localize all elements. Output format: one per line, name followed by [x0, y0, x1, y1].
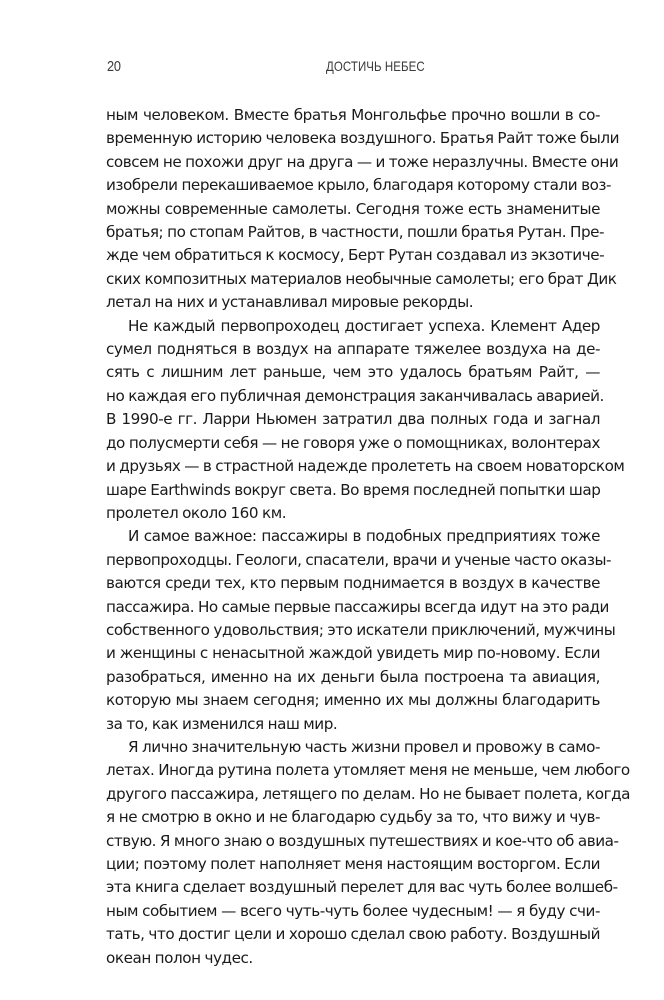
- text-line: ным человеком. Вместе братья Монгольфье прочно вошли в со-: [106, 106, 600, 124]
- text-line: океан полон чудес.: [106, 948, 253, 967]
- text-line: эта книга сделает воздушный перелет для вас чуть более волшеб-: [106, 878, 618, 897]
- text-line: собственного удовольствия; это искатели приключений, мужчины: [106, 620, 616, 639]
- running-title: ДОСТИЧЬ НЕБЕС: [326, 58, 425, 74]
- text-line: ным событием — всего чуть-чуть более чудесным! — я буду счи-: [106, 901, 600, 920]
- text-line: ции; поэтому полет наполняет меня настоящим восторгом. Если: [106, 855, 600, 873]
- text-line: до полусмерти себя — не говоря уже о помощниках, волонтерах: [106, 433, 600, 452]
- page-header: [106, 58, 600, 82]
- text-line: И самое важное: пассажиры в подобных предприятиях тоже: [128, 527, 600, 546]
- paragraph-pioneers-failure: [106, 315, 625, 526]
- page-number: 20: [107, 58, 121, 75]
- text-line: ствую. Я много знаю о воздушных путешествиях и кое-что об авиа-: [106, 831, 619, 850]
- paragraph-passengers: [106, 525, 616, 736]
- text-line: я не смотрю в окно и не благодарю судьбу за то, что вижу и чув-: [106, 808, 600, 827]
- text-line: совсем не похожи друг на друга — и тоже неразлучны. Вместе они: [106, 152, 619, 171]
- text-line: разобраться, именно на их деньги была построена та авиация,: [106, 667, 600, 686]
- text-line: шаре Earthwinds вокруг света. Во время последней попытки шар: [106, 480, 601, 499]
- text-line: жде чем обратиться к космосу, Берт Рутан создавал из экзотиче-: [106, 246, 605, 265]
- text-line: изобрели перекашиваемое крыло, благодаря которому стали воз-: [106, 176, 612, 195]
- text-line: пролетел около 160 км.: [106, 503, 287, 522]
- paragraph-continued: [106, 104, 620, 315]
- text-line: братья; по стопам Райтов, в частности, пошли братья Рутан. Пре-: [106, 223, 605, 242]
- text-line: которую мы знаем сегодня; именно их мы должны благодарить: [106, 691, 600, 710]
- text-line: сять с лишним лет раньше, чем это удалось братьям Райт, —: [106, 363, 600, 382]
- paragraph-author-flights: [106, 736, 631, 970]
- text-line: можны современные самолеты. Сегодня тоже есть знаменитые: [106, 199, 600, 218]
- text-line: и женщины с ненасытной жаждой увидеть мир по-новому. Если: [106, 644, 600, 663]
- text-line: В 1990-е гг. Ларри Ньюмен затратил два полных года и загнал: [106, 410, 600, 429]
- text-line: летах. Иногда рутина полета утомляет меня не меньше, чем любого: [106, 761, 630, 780]
- text-line: другого пассажира, летящего по делам. Но не бывает полета, когда: [106, 784, 631, 803]
- text-line: сумел подняться в воздух на аппарате тяжелее воздуха на де-: [106, 340, 600, 359]
- text-line: пассажира. Но самые первые пассажиры всегда идут на это ради: [106, 597, 609, 616]
- text-line: и друзьях — в страстной надежде пролететь на своем новаторском: [106, 457, 625, 476]
- text-line: Не каждый первопроходец достигает успеха. Клемент Адер: [128, 316, 600, 335]
- text-line: первопроходцы. Геологи, спасатели, врачи и ученые часто оказы-: [106, 550, 612, 569]
- text-line: за то, как изменился наш мир.: [106, 714, 338, 733]
- text-line: но каждая его публичная демонстрация заканчивалась аварией.: [106, 386, 604, 405]
- text-line: летал на них и устанавливал мировые рекорды.: [106, 293, 474, 312]
- text-line: ваются среди тех, кто первым поднимается в воздух в качестве: [106, 574, 600, 593]
- text-line: временную историю человека воздушного. Братья Райт тоже были: [106, 129, 620, 148]
- text-line: тать, что достиг цели и хорошо сделал свою работу. Воздушный: [106, 925, 600, 944]
- text-line: ских композитных материалов необычные самолеты; его брат Дик: [106, 269, 617, 288]
- text-line: Я лично значительную часть жизни провел и провожу в само-: [128, 737, 600, 756]
- page-body: [106, 104, 631, 970]
